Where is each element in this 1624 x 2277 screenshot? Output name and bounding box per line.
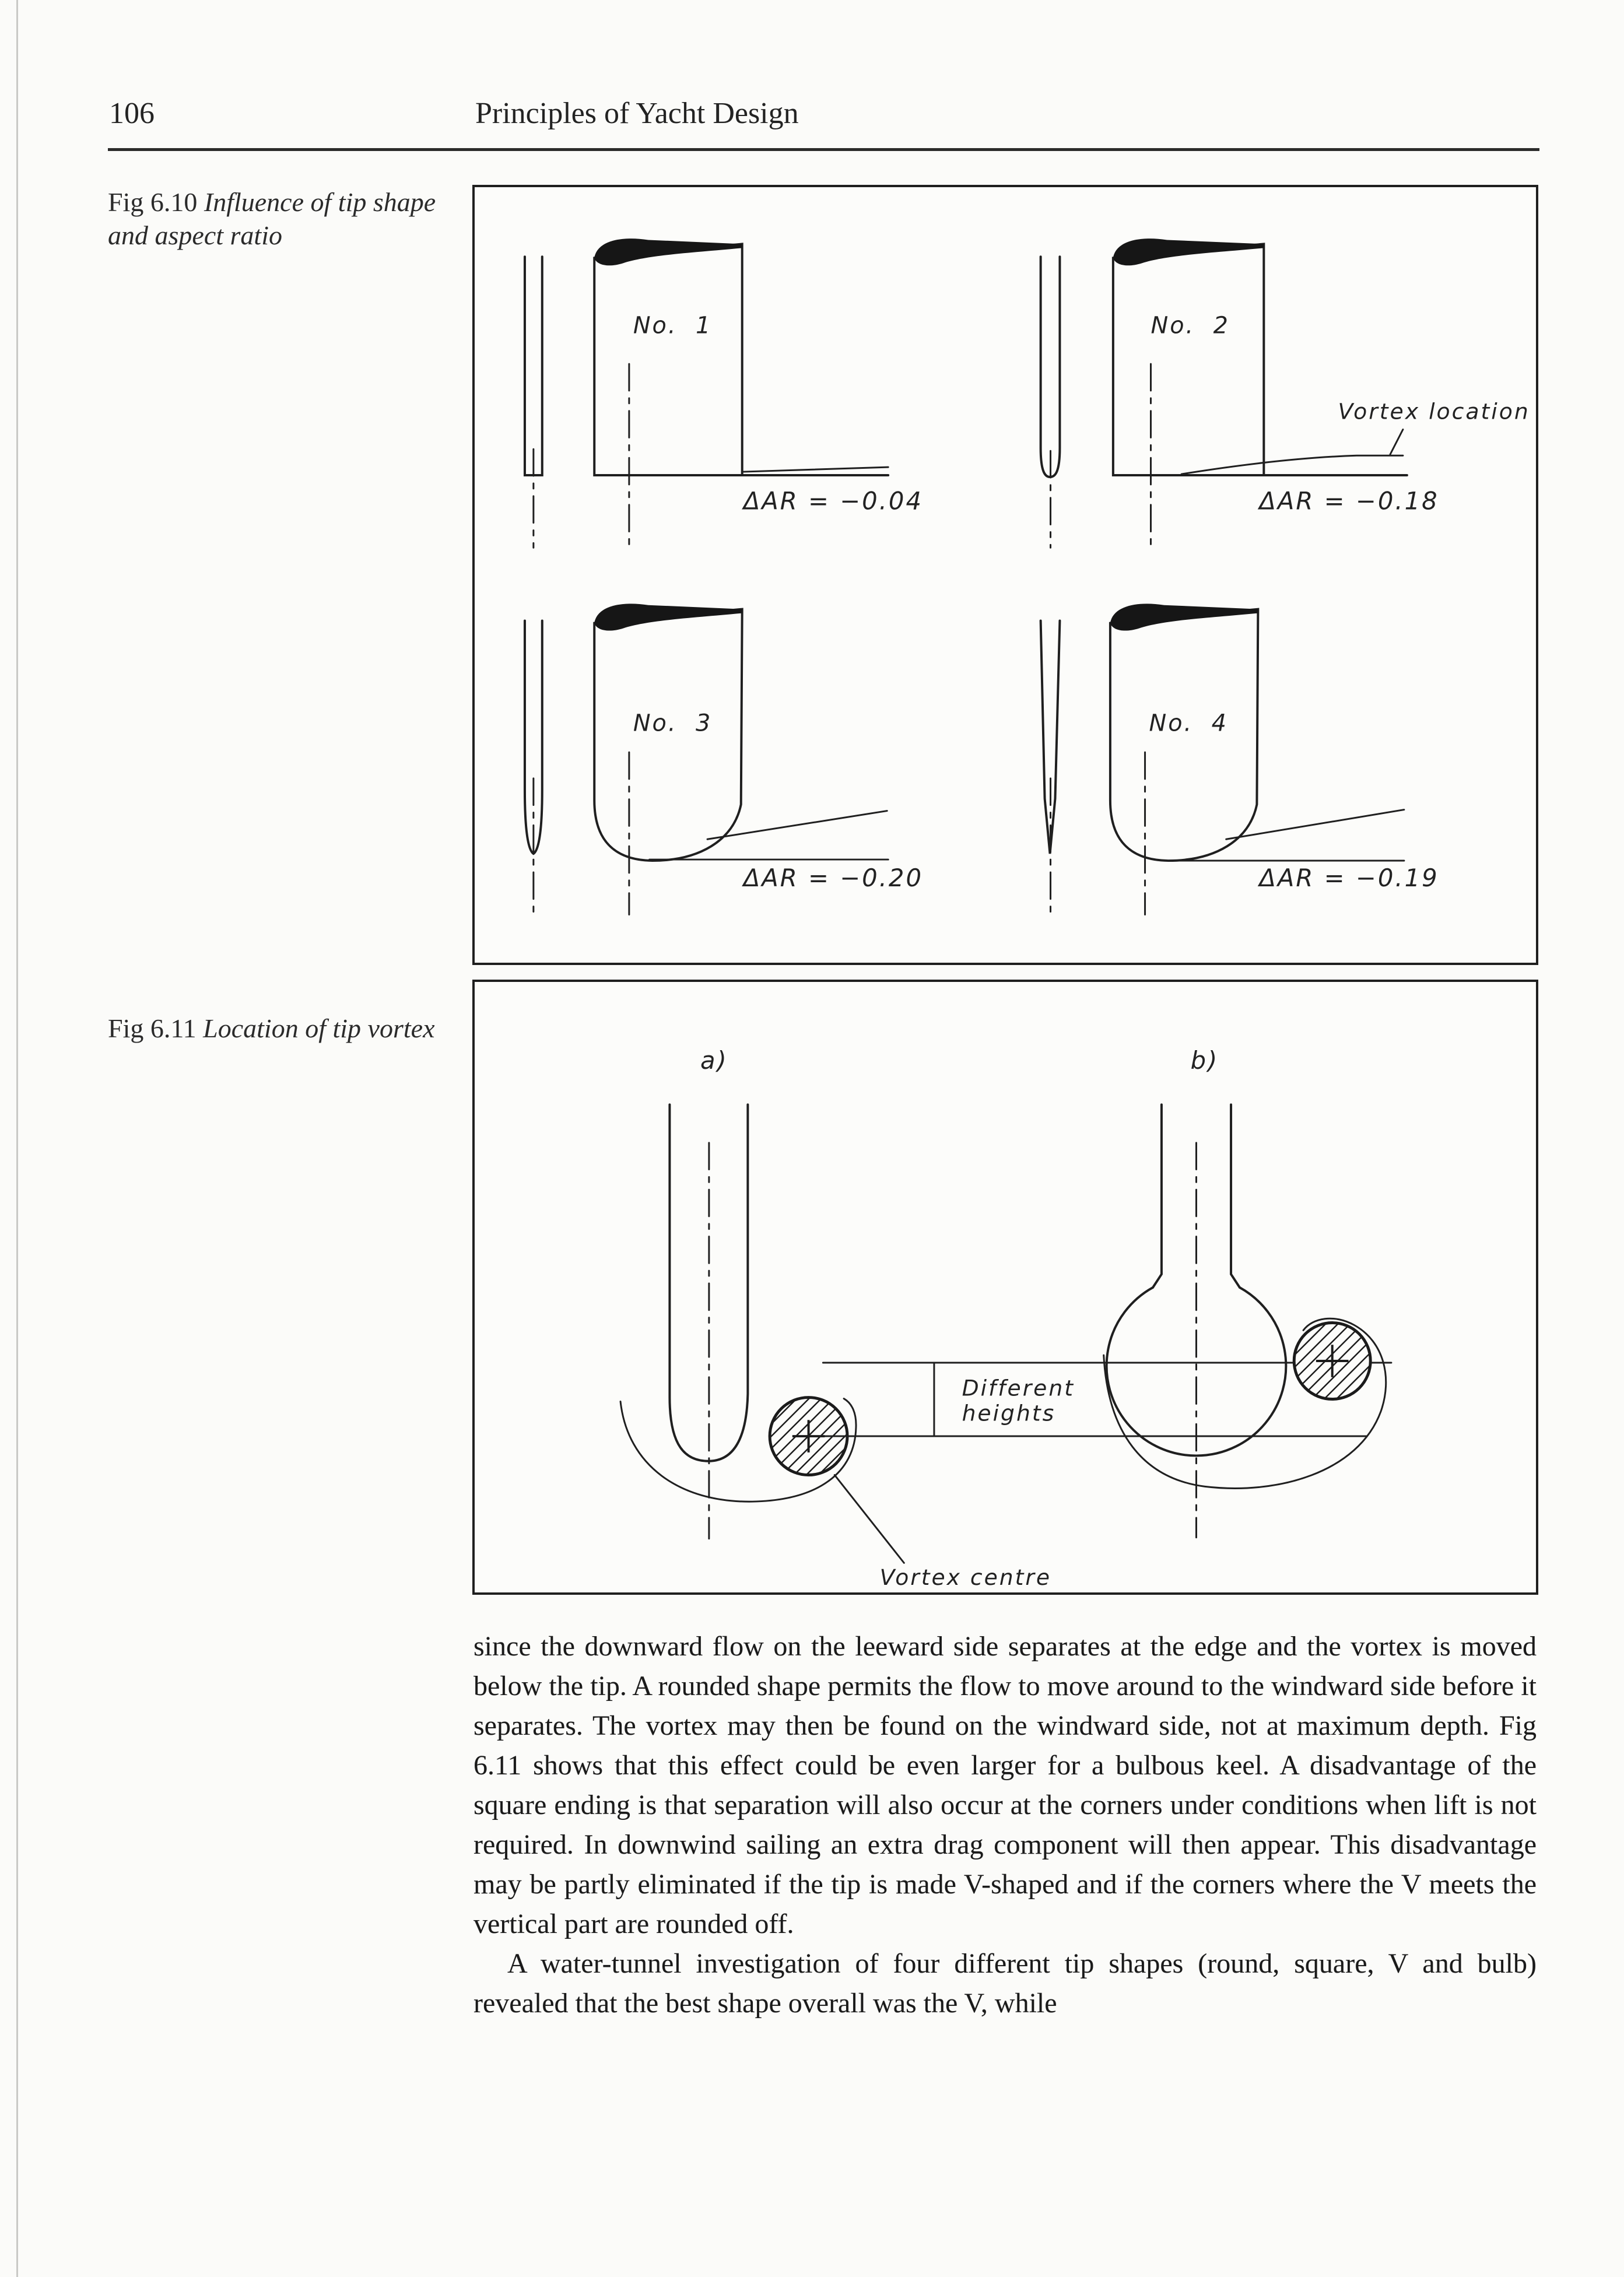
foil-section-ink — [594, 604, 742, 630]
vortex-path-curve — [1181, 455, 1403, 474]
fig611-frame — [472, 980, 1538, 1595]
diagram-b-bulb-keel — [1104, 1046, 1386, 1538]
fig610-caption — [108, 185, 481, 252]
panel-no1 — [525, 238, 923, 548]
keel-side-profile-needle-tip — [525, 621, 542, 854]
different-heights-label: Different — [962, 1375, 1075, 1401]
panel-label: No. 4 — [1149, 710, 1228, 737]
panel-label: No. 2 — [1151, 312, 1230, 339]
panel-label: No. 1 — [633, 312, 713, 339]
paragraph: A water-tunnel investigation of four different tip shapes (round, square, V and bulb) revealed that the best shape overall was the V, while — [473, 1948, 1537, 2019]
panel-no3 — [525, 604, 923, 914]
fig610-frame — [472, 185, 1538, 965]
paragraph: since the downward flow on the leeward side separates at the edge and the vortex is moved below the tip. A rounded shape permits the flow to move around to the windward side before it separates. The vortex may then be found on the windward side, not at maximum depth. Fig 6.11 shows that this effect could be even larger for a bulbous keel. A disadvantage of the square ending is that separation will also occur at the corners under conditions when lift is not required. In downwind sailing an extra drag component will then appear. This disadvantage may be partly eliminated if the tip is made V-shaped and if the corners where the V meets the vertical part are rounded off. — [473, 1631, 1537, 1939]
fig610-caption-text: Influence of tip shape and aspect ratio — [108, 187, 436, 250]
vortex-path-line — [743, 467, 889, 472]
delta-ar-value: ΔAR = −0.19 — [1259, 863, 1439, 892]
different-heights-label: heights — [962, 1400, 1056, 1426]
diagram-a-label: a) — [700, 1045, 728, 1075]
panel-no2 — [1041, 238, 1530, 548]
diagram-a-fin-keel — [620, 1046, 1051, 1590]
panel-no4 — [1041, 604, 1439, 914]
header-rule — [108, 148, 1539, 151]
vortex-path-line — [1226, 810, 1404, 840]
keel-planform-no1 — [594, 244, 742, 475]
body-text — [473, 1627, 1537, 2023]
vortex-centre-label: Vortex centre — [879, 1564, 1052, 1591]
diagram-b-label: b) — [1190, 1045, 1219, 1075]
fig611-caption-number: Fig 6.11 — [108, 1013, 197, 1043]
fig610-caption-number: Fig 6.10 — [108, 187, 198, 217]
bulb-keel-fin-right — [1231, 1104, 1240, 1287]
running-title: Principles of Yacht Design — [475, 97, 799, 130]
vortex-centre-leader-line — [834, 1475, 904, 1563]
foil-section-ink — [1110, 604, 1258, 630]
fig611-caption — [108, 1012, 481, 1045]
foil-section-ink — [594, 238, 742, 265]
keel-side-profile-square-tip — [525, 257, 542, 475]
page-number: 106 — [109, 97, 155, 130]
fig611-caption-text: Location of tip vortex — [203, 1013, 435, 1043]
keel-planform-no2 — [1113, 244, 1264, 475]
delta-ar-value: ΔAR = −0.04 — [743, 486, 923, 515]
foil-section-ink — [1113, 238, 1264, 265]
vortex-location-label: Vortex location — [1338, 398, 1530, 424]
keel-side-profile-v-tip — [1041, 621, 1060, 854]
panel-label: No. 3 — [633, 710, 713, 737]
annotation-leader-line — [1390, 430, 1403, 455]
scan-edge-line — [16, 0, 18, 2277]
fig610-drawing — [475, 187, 1536, 963]
bulb-keel-fin-left — [1153, 1104, 1162, 1287]
keel-side-profile-round-tip — [1041, 257, 1060, 477]
fig611-drawing — [475, 982, 1536, 1592]
delta-ar-value: ΔAR = −0.20 — [743, 863, 923, 892]
delta-ar-value: ΔAR = −0.18 — [1259, 486, 1439, 515]
